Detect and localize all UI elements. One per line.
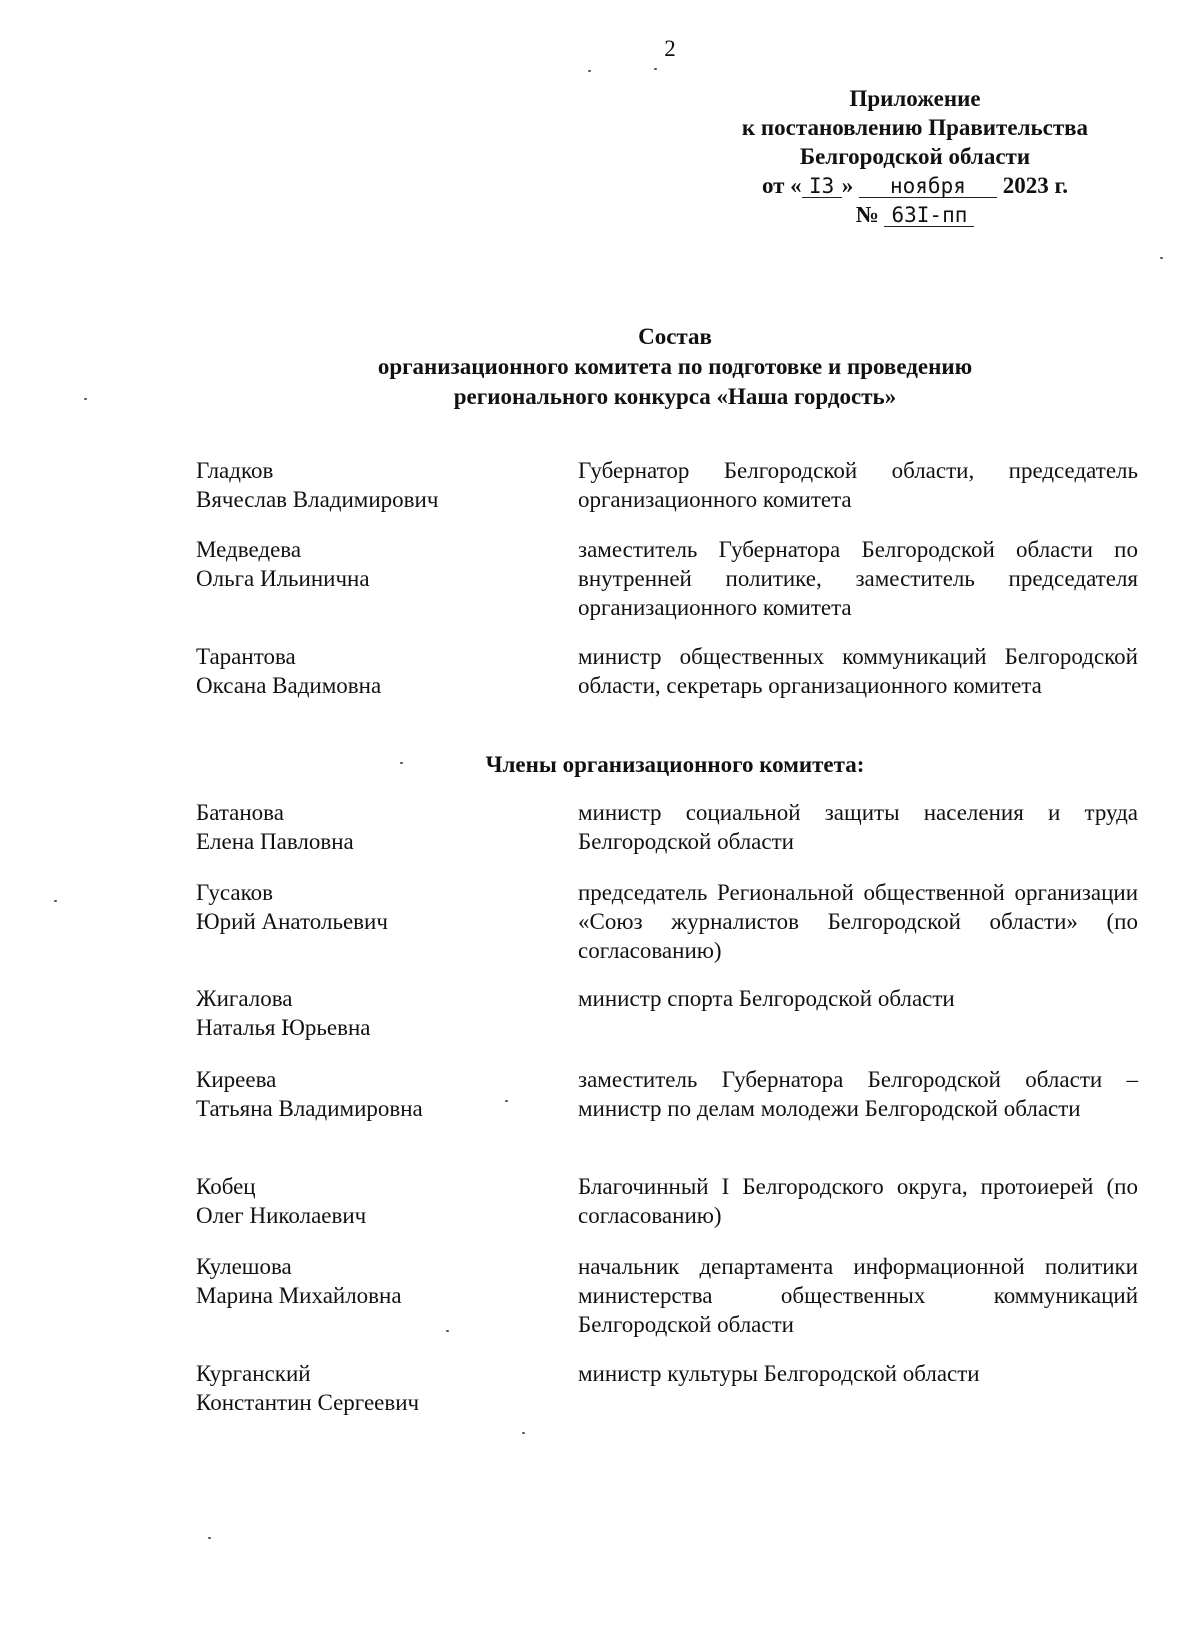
member-surname: Медведева [196,537,302,562]
member-surname: Жигалова [196,986,293,1011]
member-name [196,878,536,936]
date-prefix: от « [761,173,802,198]
member-name [196,984,536,1042]
scan-speck [400,762,403,764]
members-heading: Члены организационного комитета: [485,752,865,777]
member-name [196,456,536,514]
member-name [196,642,536,700]
member-role: председатель Региональной общественной организации «Союз журналистов Белгородской области» (по согласованию) [578,880,1138,963]
member-surname: Кобец [196,1174,256,1199]
title-line-1: Состав [638,324,712,349]
document-number: 63I-пп [884,204,974,227]
scan-speck [54,900,57,902]
member-surname: Гладков [196,458,274,483]
page-number: 2 [664,36,676,61]
scan-speck [446,1330,449,1332]
document-title [240,322,1110,412]
member-role: министр спорта Белгородской области [578,986,955,1011]
appendix-header [690,84,1140,229]
member-role: министр общественных коммуникаций Белгородской области, секретарь организационного комитета [578,644,1138,698]
appendix-resolution: к постановлению Правительства [741,115,1089,140]
member-name [196,535,536,593]
appendix-number [690,200,1140,229]
member-name [196,1065,536,1123]
member-role: заместитель Губернатора Белгородской области по внутренней политике, заместитель председателя организационного комитета [578,537,1138,620]
member-given-names: Юрий Анатольевич [196,909,388,934]
scan-speck [84,398,87,400]
member-given-names: Оксана Вадимовна [196,673,382,698]
member-role: Благочинный I Белгородского округа, протоиерей (по согласованию) [578,1174,1138,1228]
appendix-date [690,171,1140,200]
member-given-names: Вячеслав Владимирович [196,487,439,512]
scan-speck [588,70,591,72]
date-quote: » [841,173,854,198]
member-role: министр культуры Белгородской области [578,1361,980,1386]
member-given-names: Елена Павловна [196,829,354,854]
title-line-2: организационного комитета по подготовке и проведению [377,354,973,379]
member-name [196,1359,536,1417]
appendix-region: Белгородской области [799,144,1031,169]
scan-speck [505,1100,508,1102]
scan-speck [1160,257,1163,259]
appendix-label: Приложение [849,86,981,111]
member-role: Губернатор Белгородской области, председатель организационного комитета [578,458,1138,512]
member-surname: Кулешова [196,1254,292,1279]
member-surname: Батанова [196,800,284,825]
scan-speck [654,68,657,70]
member-name [196,1252,536,1310]
title-line-3: регионального конкурса «Наша гордость» [453,384,897,409]
date-month: ноября [859,175,997,198]
member-given-names: Наталья Юрьевна [196,1015,371,1040]
member-surname: Тарантова [196,644,296,669]
date-year: 2023 г. [1002,173,1069,198]
member-given-names: Олег Николаевич [196,1203,367,1228]
member-surname: Курганский [196,1361,311,1386]
scan-speck [522,1432,525,1434]
scan-speck [208,1537,211,1539]
member-role: заместитель Губернатора Белгородской области – министр по делам молодежи Белгородской области [578,1067,1138,1121]
date-day: I3 [802,175,842,198]
member-given-names: Татьяна Владимировна [196,1096,423,1121]
member-surname: Киреева [196,1067,277,1092]
member-name [196,798,536,856]
member-given-names: Константин Сергеевич [196,1390,420,1415]
number-sign: № [855,202,879,227]
member-name [196,1172,536,1230]
member-given-names: Ольга Ильинична [196,566,370,591]
member-role: начальник департамента информационной политики министерства общественных коммуникаций Белгородской области [578,1254,1138,1337]
member-role: министр социальной защиты населения и труда Белгородской области [578,800,1138,854]
member-given-names: Марина Михайловна [196,1283,402,1308]
member-surname: Гусаков [196,880,273,905]
